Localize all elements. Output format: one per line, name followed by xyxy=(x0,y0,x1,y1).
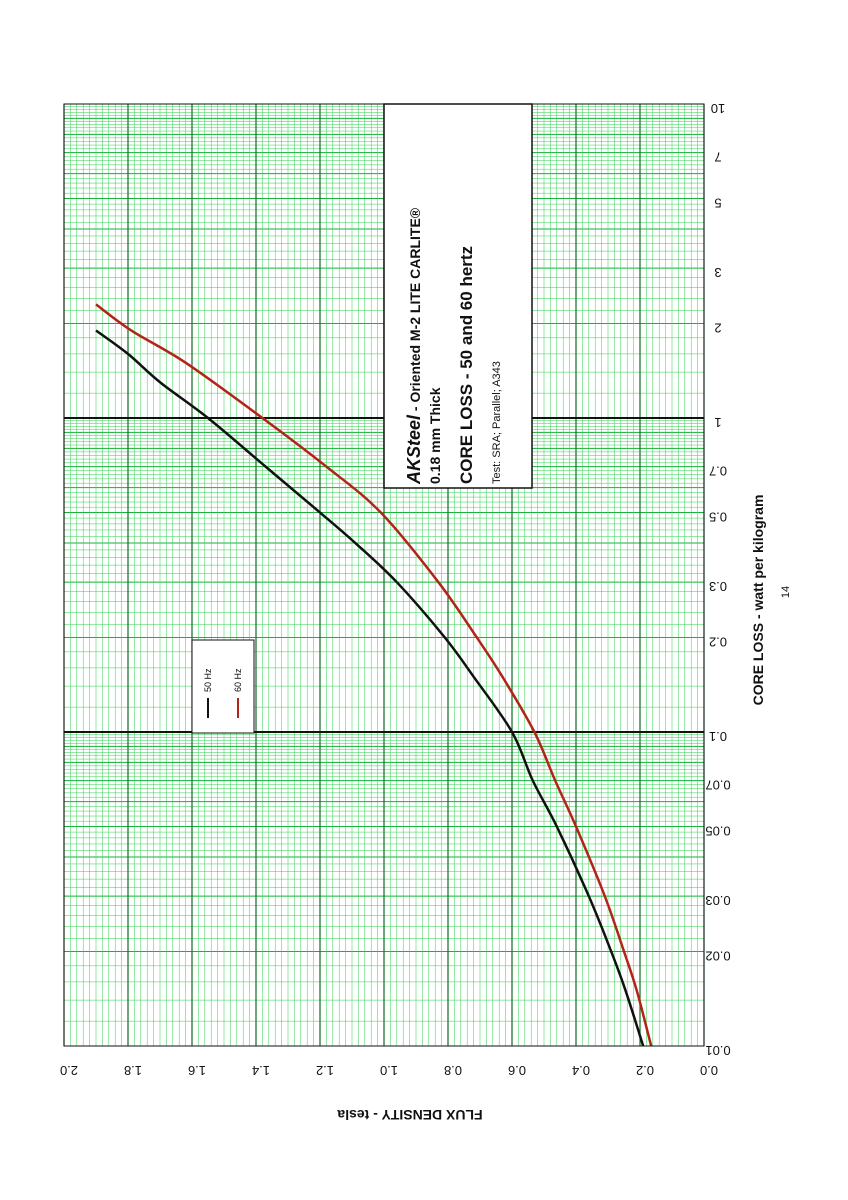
y-tick-label: 1.6 xyxy=(187,1063,207,1078)
y-tick-label: 2.0 xyxy=(59,1063,79,1078)
legend-label: 50 Hz xyxy=(203,668,213,692)
x-tick-label: 0.5 xyxy=(708,509,728,525)
x-tick-label: 0.07 xyxy=(705,777,731,793)
y-tick-label: 0.8 xyxy=(443,1063,463,1078)
aksteel-logo: AKSteel xyxy=(404,414,424,484)
x-tick-label: 0.2 xyxy=(708,634,728,650)
y-tick-label: 1.0 xyxy=(379,1063,399,1078)
legend-frame xyxy=(192,640,254,733)
y-tick-label: 1.2 xyxy=(315,1063,335,1078)
test-note: Test: SRA; Parallel; A343 xyxy=(491,361,503,484)
x-axis-title: CORE LOSS - watt per kilogram xyxy=(750,494,766,706)
title-brand-line xyxy=(404,207,424,485)
x-tick-label: 0.01 xyxy=(705,1043,731,1058)
y-tick-label: 0.2 xyxy=(635,1063,655,1078)
x-tick-labels xyxy=(705,101,730,1058)
x-tick-label: 2 xyxy=(714,320,722,336)
main-title: CORE LOSS - 50 and 60 hertz xyxy=(457,245,476,484)
y-tick-label: 0.0 xyxy=(699,1063,719,1078)
x-tick-label: 3 xyxy=(714,265,722,281)
legend xyxy=(192,640,254,733)
x-tick-label: 5 xyxy=(714,195,722,211)
x-tick-label: 7 xyxy=(714,149,722,165)
x-tick-label: 0.1 xyxy=(708,729,728,744)
x-tick-label: 10 xyxy=(710,101,726,116)
y-tick-label: 0.6 xyxy=(507,1063,527,1078)
x-tick-label: 0.02 xyxy=(705,948,731,964)
x-tick-label: 0.7 xyxy=(708,463,728,479)
y-tick-label: 1.4 xyxy=(251,1063,271,1078)
y-axis-title: FLUX DENSITY - tesla xyxy=(337,1107,483,1123)
y-tick-labels xyxy=(60,1063,718,1078)
product-name: - Oriented M-2 LITE CARLITE® xyxy=(407,207,423,415)
y-tick-label: 0.4 xyxy=(571,1063,591,1078)
title-box xyxy=(384,104,532,488)
x-tick-label: 1 xyxy=(714,415,722,430)
thickness-label: 0.18 mm Thick xyxy=(427,387,443,484)
page-number: 14 xyxy=(780,585,792,599)
x-tick-label: 0.05 xyxy=(705,823,731,839)
legend-label: 60 Hz xyxy=(233,668,243,692)
brand-line-text xyxy=(404,207,424,485)
x-tick-label: 0.03 xyxy=(705,893,731,909)
y-tick-label: 1.8 xyxy=(123,1063,143,1078)
x-tick-label: 0.3 xyxy=(708,579,728,595)
